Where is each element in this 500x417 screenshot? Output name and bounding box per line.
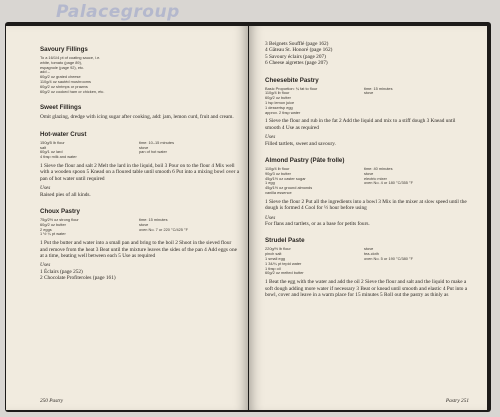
almond-pastry-ingredients: 110g/4 lb flour 90g/3 oz butter 45g/1½ oz caster sugar 1 egg 45g/1½ oz ground almonds vanilla essence time: 40 minutes stove electric mixer oven No. 4 or 180 °C/355 °F — [265, 166, 413, 196]
hot-water-crust-uses: Raised pies of all kinds. — [40, 191, 91, 198]
heading-savoury-fillings: Savoury Fillings — [40, 46, 88, 53]
cheesebite-pastry-ingredients: Basic Proportion: ¾ fat to flour 110g/4 lb flour 60g/2 oz butter 1 tsp lemon juice 1 dessertsp egg approx. 2 tbsp water time: 15 minutes stove — [265, 85, 393, 115]
heading-almond-pastry: Almond Pastry (Pâte frolle) — [265, 157, 345, 165]
hot-water-crust-ingredients: 150g/5 lb flour salt 60g/1 oz lard 4 tbsp milk and water time: 10–15 minutes stove pan of hot water — [40, 139, 175, 160]
right-page — [249, 26, 487, 410]
almond-pastry-uses: For flans and tartlets, or as a base for petits fours. — [265, 221, 370, 228]
section-cheesebite-pastry — [265, 77, 470, 147]
right-page-content — [265, 41, 470, 308]
section-savoury-fillings — [40, 46, 240, 94]
section-choux-pastry — [40, 208, 240, 282]
section-strudel-paste — [265, 237, 470, 298]
list-item: 1 Éclairs (page 252) — [40, 268, 83, 275]
list-item: 6 Cheese aigrettes (page 207) — [265, 60, 328, 67]
choux-pastry-ingredients: 75g/2½ oz strong flour 60g/2 oz butter 2 eggs 1 ½ ¼ pt water time: 15 minutes stove oven No. 7 or 220 °C/425 °F — [40, 217, 188, 237]
uses-label: Uses — [265, 134, 276, 141]
section-hot-water-crust — [40, 131, 240, 198]
almond-pastry-method: 1 Sieve the flour 2 Put all the ingredients into a bowl 3 Mix in the mixer at slow speed until the dough is formed 4 Cool for ½ hour before using — [265, 198, 467, 212]
uses-label: Uses — [265, 214, 276, 221]
sweet-fillings-text: Omit glazing, dredge with icing sugar after cooking, add: jam, lemon curd, fruit and cream. — [40, 114, 234, 121]
cheesebite-pastry-method: 1 Sieve the flour and rub in the fat 2 Add the liquid and mix to a stiff dough 3 Knead until smooth 4 Use as required — [265, 118, 456, 131]
hot-water-crust-method: 1 Sieve the flour and salt 2 Melt the lard in the liquid, boil 3 Pour on to the flour 4 Mix well with a wooden spoon 5 Knead on a floured table until smooth 6 Put into a mixing bowl over a pan of hot water until required — [40, 162, 240, 182]
left-page-content — [40, 46, 240, 292]
strudel-paste-ingredients: 220g/½ lb flour pinch salt 1 small egg 1 34/¼ pt tepid water 1 tbsp oil 60g/2 oz melted butter stove tea-cloth oven No. 5 or 190 °C/380 °F — [265, 246, 413, 276]
heading-strudel-paste: Strudel Paste — [265, 237, 305, 245]
uses-label: Uses — [40, 262, 51, 269]
continued-uses-list — [265, 41, 470, 67]
list-item: 5 Savoury éclairs (page 207) — [265, 53, 326, 60]
list-item: 2 Chocolate Profiteroles (page 161) — [40, 275, 116, 282]
savoury-fillings-lines: To a 16/1/4 pt of coating sauce, i.e. white, tomato (page 89), espagnole (page 92), etc. add – 60g/2 oz grated cheese 110g/4 oz sautéd mushrooms 60g/2 oz shrimps or prawns 60g/2 oz cooked ham or chicken, etc. — [40, 55, 105, 94]
choux-pastry-uses-list — [40, 269, 240, 282]
section-almond-pastry — [265, 157, 470, 227]
uses-label: Uses — [40, 185, 51, 192]
heading-hot-water-crust: Hot-water Crust — [40, 130, 87, 138]
list-item: 3 Beignets Soufflé (page 162) — [265, 41, 329, 47]
heading-cheesebite-pastry: Cheesebite Pastry — [265, 76, 319, 84]
strudel-paste-method: 1 Beat the egg with the water and add the oil 2 Sieve the flour and salt and the liquid to make a soft dough adding more water if necessary 3 Beat or knead until smooth and elastic 4 Put into a bowl, cover and leave in a warm place for 15 minutes 5 Roll out the pastry as thinly as — [265, 279, 468, 299]
left-page — [6, 26, 248, 410]
choux-pastry-method: 1 Put the butter and water into a small pan and bring to the boil 2 Shoot in the sieved flour and remove from the heat 3 Beat until the mixture leaves the sides of the pan 4 Add eggs one at a time, beating well between each 5 Use as required — [40, 240, 237, 259]
list-item: 4 Gâteau St. Honoré (page 162) — [265, 47, 333, 54]
heading-choux-pastry: Choux Pastry — [40, 208, 80, 215]
heading-sweet-fillings: Sweet Fillings — [40, 104, 82, 112]
watermark-text: Palacegroup — [56, 2, 180, 22]
right-page-footer: Pastry 251 — [445, 398, 469, 404]
section-sweet-fillings — [40, 104, 240, 120]
left-page-footer: 250 Pastry — [40, 398, 64, 404]
cheesebite-pastry-uses: Filled tartlets, sweet and savoury. — [265, 140, 336, 147]
